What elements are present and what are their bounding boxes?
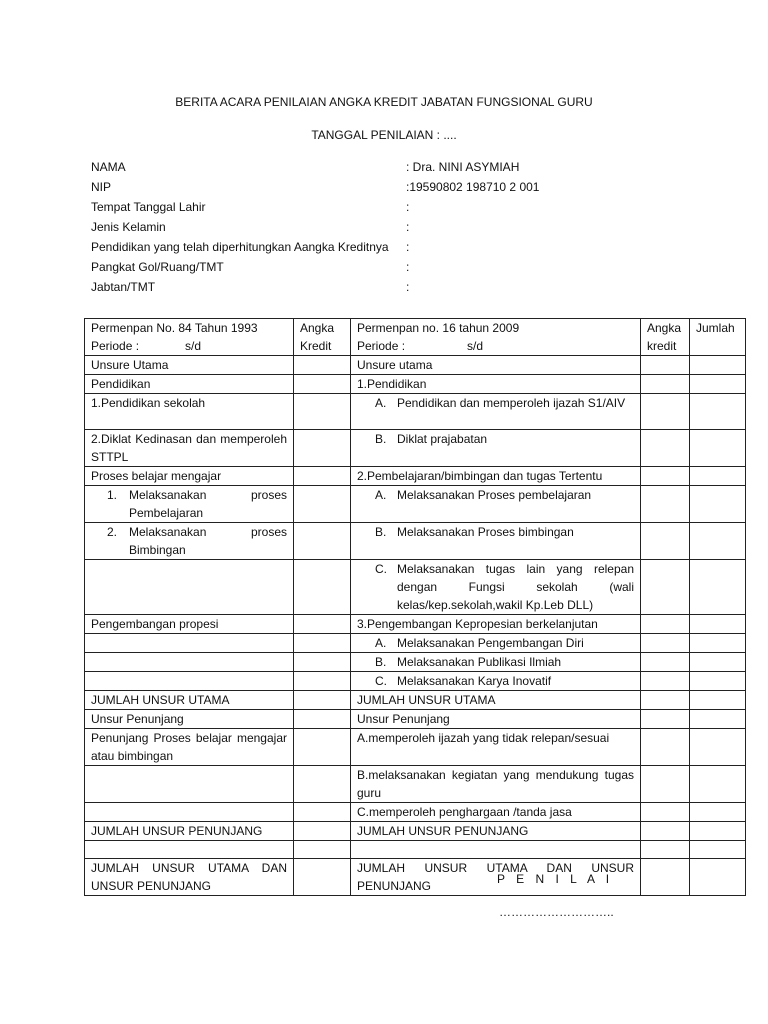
table-cell [690, 615, 746, 634]
table-cell [294, 394, 351, 430]
table-row [85, 841, 746, 859]
table-cell [641, 394, 690, 430]
table-cell [294, 523, 351, 560]
table-cell [294, 729, 351, 766]
list-item [357, 653, 634, 671]
header-right-period [357, 337, 634, 355]
table-cell [641, 710, 690, 729]
list-marker: A. [375, 396, 387, 410]
list-text: Melaksanakan Proses pembelajaran [397, 488, 592, 502]
table-cell [641, 467, 690, 486]
header-left-regulation: Permenpan No. 84 Tahun 1993 [91, 321, 258, 335]
table-cell: 2.Pembelajaran/bimbingan dan tugas Tertentu [351, 467, 641, 486]
table-cell: A.memperoleh ijazah yang tidak relepan/sesuai [351, 729, 641, 766]
header-right-regulation: Permenpan no. 16 tahun 2009 [357, 321, 520, 335]
table-cell: JUMLAH UNSUR UTAMA [85, 691, 294, 710]
table-cell [85, 653, 294, 672]
list-text: Melaksanakan tugas lain yang relepan dengan Fungsi sekolah (wali kelas/kep.sekolah,wakil Kp.Leb DLL) [397, 562, 634, 612]
table-row [85, 430, 746, 467]
table-cell [690, 634, 746, 653]
period-range: s/d [467, 339, 484, 353]
table-cell [641, 691, 690, 710]
table-row [85, 467, 746, 486]
identity-label: Pendidikan yang telah diperhitungkan Aangka Kreditnya [91, 240, 389, 254]
table-cell [690, 430, 746, 467]
table-cell: Unsure Utama [85, 356, 294, 375]
table-cell [690, 394, 746, 430]
identity-row-rank [91, 259, 410, 275]
table-cell [690, 486, 746, 523]
table-cell [351, 486, 641, 523]
table-cell [351, 560, 641, 615]
table-row [85, 486, 746, 523]
identity-label: Jenis Kelamin [91, 220, 166, 234]
period-range: s/d [185, 339, 202, 353]
table-cell [690, 710, 746, 729]
header-left [85, 319, 294, 356]
table-cell [641, 653, 690, 672]
table-cell [641, 486, 690, 523]
table-row [85, 729, 746, 766]
table-cell [641, 375, 690, 394]
credit-table [84, 318, 746, 896]
table-cell: JUMLAH UNSUR UTAMA [351, 691, 641, 710]
table-cell [294, 841, 351, 859]
table-cell [294, 356, 351, 375]
table-cell [294, 634, 351, 653]
table-cell: Unsur Penunjang [85, 710, 294, 729]
table-cell [85, 634, 294, 653]
table-row [85, 822, 746, 841]
table-cell [641, 766, 690, 803]
table-cell: Pengembangan propesi [85, 615, 294, 634]
table-cell: Proses belajar mengajar [85, 467, 294, 486]
table-cell [351, 672, 641, 691]
table-cell: Pendidikan [85, 375, 294, 394]
table-cell [351, 841, 641, 859]
table-cell: JUMLAH UNSUR UTAMA DAN UNSUR PENUNJANG [351, 859, 641, 896]
identity-row-nama [91, 159, 520, 175]
list-text: Diklat prajabatan [397, 432, 488, 446]
table-cell [351, 634, 641, 653]
table-cell [85, 486, 294, 523]
table-row [85, 653, 746, 672]
table-cell [690, 841, 746, 859]
table-cell [294, 691, 351, 710]
list-text: Pendidikan dan memperoleh ijazah S1/AIV [397, 396, 626, 410]
identity-value: : [406, 200, 410, 214]
table-cell [641, 841, 690, 859]
assessor-heading: P E N I L A I [497, 872, 614, 886]
table-cell [641, 430, 690, 467]
table-cell [690, 356, 746, 375]
table-cell: 3.Pengembangan Kepropesian berkelanjutan [351, 615, 641, 634]
assessment-date: TANGGAL PENILAIAN : .... [311, 128, 457, 142]
table-cell [85, 803, 294, 822]
period-label: Periode : [91, 339, 140, 353]
table-cell [351, 430, 641, 467]
table-cell [294, 822, 351, 841]
list-item [357, 430, 634, 448]
table-cell [294, 375, 351, 394]
table-cell [85, 523, 294, 560]
identity-label: Tempat Tanggal Lahir [91, 200, 206, 214]
list-text: Melaksanakan Karya Inovatif [397, 674, 552, 688]
signature-line: ……………………….. [499, 905, 614, 919]
table-cell: 1.Pendidikan sekolah [85, 394, 294, 430]
table-cell [690, 653, 746, 672]
table-cell [641, 356, 690, 375]
list-item [357, 672, 634, 690]
table-cell [85, 766, 294, 803]
table-cell [85, 672, 294, 691]
list-marker: 1. [107, 488, 118, 502]
table-cell [690, 729, 746, 766]
table-cell [690, 803, 746, 822]
list-item [357, 486, 634, 504]
table-cell [294, 467, 351, 486]
table-row [85, 523, 746, 560]
list-marker: C. [375, 674, 387, 688]
table-cell: Unsur Penunjang [351, 710, 641, 729]
table-cell [641, 615, 690, 634]
identity-value: : [406, 220, 410, 234]
table-cell [294, 486, 351, 523]
table-cell [641, 822, 690, 841]
identity-value: : Dra. NINI ASYMIAH [406, 160, 520, 174]
list-marker: C. [375, 562, 387, 576]
table-row [85, 710, 746, 729]
identity-label: Jabtan/TMT [91, 280, 156, 294]
table-cell: Unsure utama [351, 356, 641, 375]
period-label: Periode : [357, 339, 406, 353]
table-cell: JUMLAH UNSUR UTAMA DAN UNSUR PENUNJANG [85, 859, 294, 896]
table-cell [294, 430, 351, 467]
table-row [85, 672, 746, 691]
table-cell [294, 710, 351, 729]
table-cell [294, 672, 351, 691]
identity-row-gender [91, 219, 410, 235]
table-cell [690, 859, 746, 896]
identity-value: : [406, 280, 410, 294]
list-marker: B. [375, 655, 387, 669]
list-marker: B. [375, 525, 387, 539]
table-cell [294, 560, 351, 615]
document-title: BERITA ACARA PENILAIAN ANGKA KREDIT JABATAN FUNGSIONAL GURU [175, 95, 593, 109]
header-right [351, 319, 641, 356]
list-marker: B. [375, 432, 387, 446]
table-cell [294, 766, 351, 803]
table-cell [641, 672, 690, 691]
table-cell [690, 672, 746, 691]
list-item [357, 394, 634, 412]
identity-value: :19590802 198710 2 001 [406, 180, 540, 194]
identity-label: NIP [91, 180, 112, 194]
header-angka-kredit-left: Angka Kredit [294, 319, 351, 356]
table-cell [351, 394, 641, 430]
table-cell: C.memperoleh penghargaan /tanda jasa [351, 803, 641, 822]
table-cell [85, 560, 294, 615]
table-cell: B.melaksanakan kegiatan yang mendukung tugas guru [351, 766, 641, 803]
table-cell: 2.Diklat Kedinasan dan memperoleh STTPL [85, 430, 294, 467]
table-row [85, 394, 746, 430]
table-cell [351, 523, 641, 560]
table-cell [690, 560, 746, 615]
table-row [85, 859, 746, 896]
identity-value: : [406, 240, 410, 254]
table-cell [641, 803, 690, 822]
table-row [85, 766, 746, 803]
list-item [357, 634, 634, 652]
table-header-row [85, 319, 746, 356]
table-row [85, 803, 746, 822]
table-row [85, 615, 746, 634]
table-cell [294, 859, 351, 896]
table-row [85, 691, 746, 710]
table-cell [294, 615, 351, 634]
table-row [85, 634, 746, 653]
table-cell: Penunjang Proses belajar mengajar atau bimbingan [85, 729, 294, 766]
list-marker: A. [375, 488, 387, 502]
table-cell [641, 634, 690, 653]
list-text: Melaksanakan Proses bimbingan [397, 525, 574, 539]
list-text: Melaksanakan proses Bimbingan [129, 525, 287, 557]
header-angka-kredit-right: Angka kredit [641, 319, 690, 356]
table-cell [351, 653, 641, 672]
table-cell [641, 729, 690, 766]
list-marker: 2. [107, 525, 118, 539]
table-cell [641, 560, 690, 615]
table-cell [690, 375, 746, 394]
list-text: Melaksanakan Publikasi Ilmiah [397, 655, 562, 669]
table-row [85, 560, 746, 615]
table-cell [690, 691, 746, 710]
list-item [91, 523, 287, 559]
table-cell: 1.Pendidikan [351, 375, 641, 394]
identity-row-position [91, 279, 410, 295]
table-cell [690, 822, 746, 841]
table-cell: JUMLAH UNSUR PENUNJANG [351, 822, 641, 841]
list-item [357, 523, 634, 541]
table-cell [690, 523, 746, 560]
identity-value: : [406, 260, 410, 274]
table-cell [690, 766, 746, 803]
identity-row-nip [91, 179, 540, 195]
table-cell [294, 653, 351, 672]
identity-row-education [91, 239, 410, 255]
table-cell: JUMLAH UNSUR PENUNJANG [85, 822, 294, 841]
table-cell [690, 467, 746, 486]
list-item [357, 560, 634, 614]
list-marker: A. [375, 636, 387, 650]
table-cell [85, 841, 294, 859]
list-text: Melaksanakan Pengembangan Diri [397, 636, 584, 650]
list-text: Melaksanakan proses Pembelajaran [129, 488, 287, 520]
table-cell [641, 523, 690, 560]
identity-label: NAMA [91, 160, 126, 174]
header-jumlah: Jumlah [690, 319, 746, 356]
table-row [85, 356, 746, 375]
identity-label: Pangkat Gol/Ruang/TMT [91, 260, 224, 274]
table-cell [294, 803, 351, 822]
table-cell [641, 859, 690, 896]
identity-row-birth [91, 199, 410, 215]
header-left-period [91, 337, 287, 355]
table-row [85, 375, 746, 394]
list-item [91, 486, 287, 522]
